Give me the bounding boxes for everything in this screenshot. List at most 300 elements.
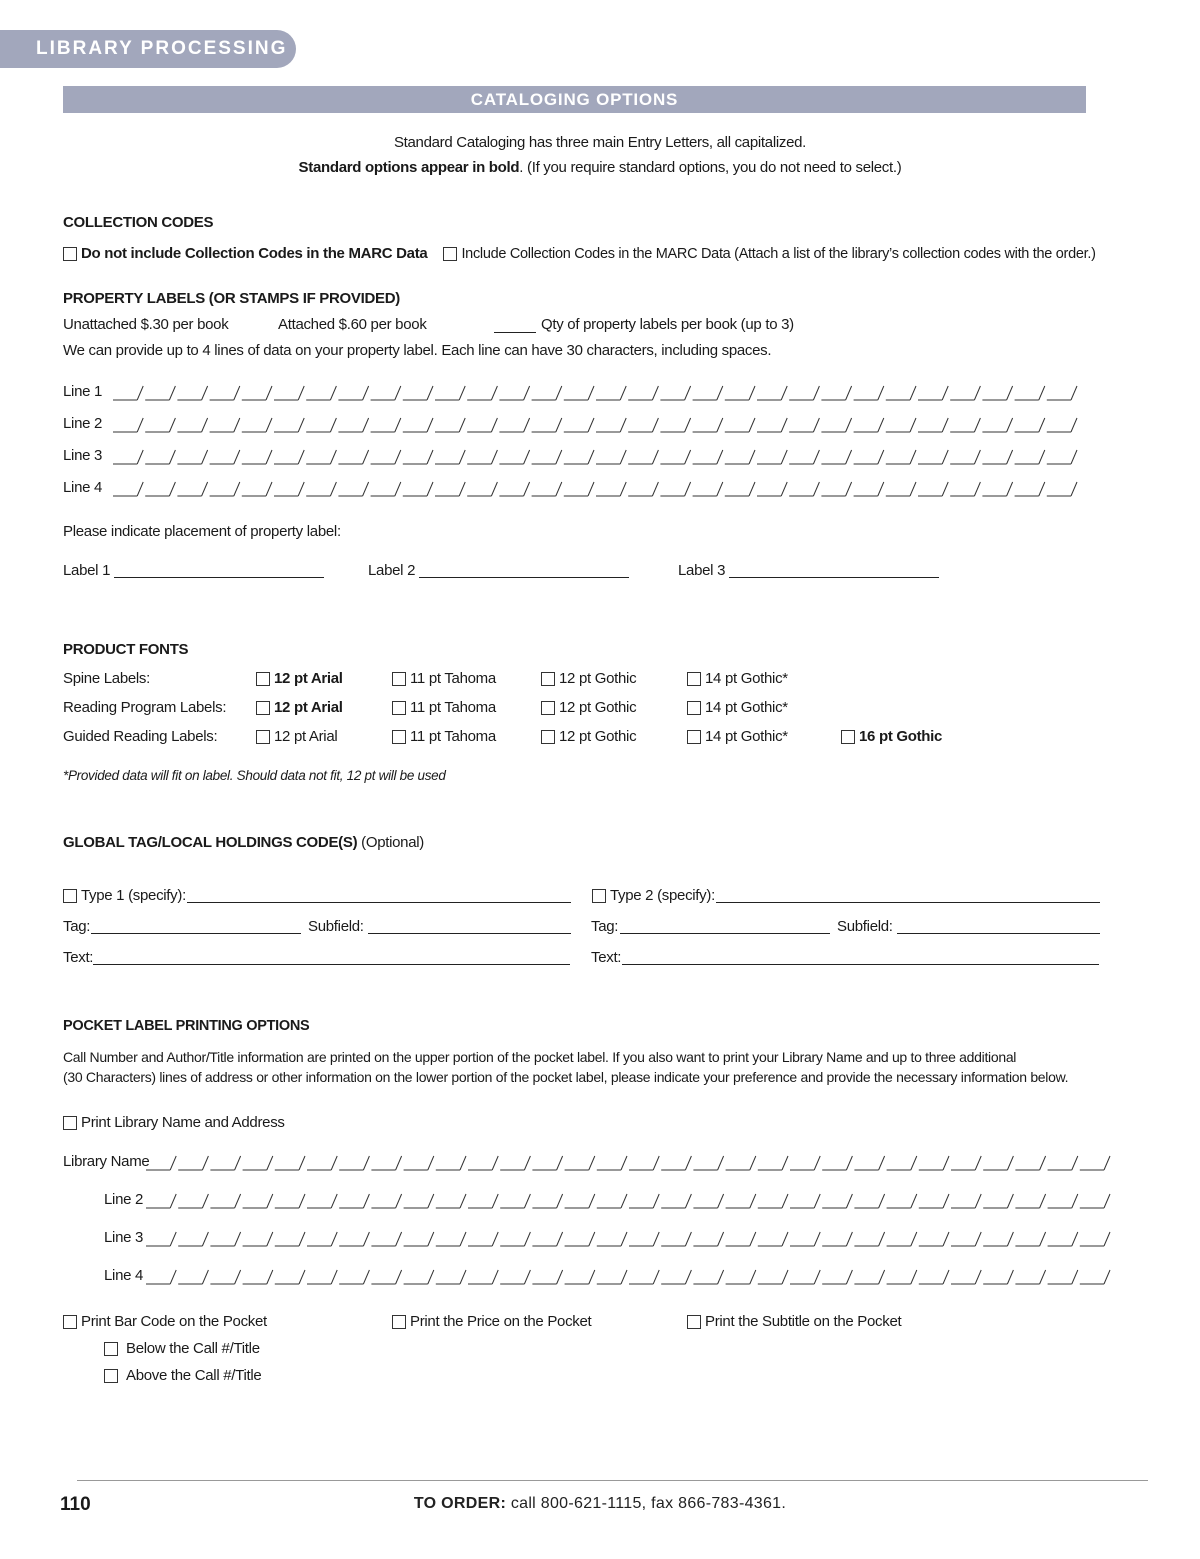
subtitle-option[interactable] bbox=[687, 1313, 901, 1330]
slot-separator bbox=[299, 1156, 305, 1170]
subfield-2-input[interactable] bbox=[897, 933, 1100, 934]
slot-separator bbox=[202, 386, 208, 400]
slot-separator bbox=[685, 482, 691, 496]
slot-separator bbox=[652, 450, 658, 464]
slot-separator bbox=[589, 1156, 595, 1170]
slot-separator bbox=[396, 1194, 402, 1208]
slot-separator bbox=[782, 1232, 788, 1246]
type-1-input[interactable] bbox=[187, 902, 571, 903]
slot-separator bbox=[718, 1232, 724, 1246]
slot-separator bbox=[846, 1232, 852, 1246]
font-option[interactable] bbox=[392, 670, 496, 687]
font-option[interactable] bbox=[256, 728, 337, 745]
subtitle-checkbox[interactable] bbox=[687, 1315, 701, 1329]
slot-separator bbox=[588, 386, 594, 400]
fonts-footnote: *Provided data will fit on label. Should data not fit, 12 pt will be used bbox=[63, 768, 446, 783]
intro-rest: . (If you require standard options, you do not need to select.) bbox=[519, 159, 902, 176]
unattached-price: Unattached $.30 per book bbox=[63, 316, 229, 333]
pocket-line-3-label: Line 3 bbox=[104, 1229, 144, 1246]
slot-separator bbox=[460, 1270, 466, 1284]
pocket-desc-2: (30 Characters) lines of address or other information on the lower portion of the pocket label, please indicate your preference and provide the necessary information below. bbox=[63, 1069, 1069, 1085]
slot-separator bbox=[814, 1232, 820, 1246]
reading-program-labels-label: Reading Program Labels: bbox=[63, 699, 227, 716]
font-option[interactable] bbox=[687, 728, 788, 745]
font-option[interactable] bbox=[687, 670, 788, 687]
slot-separator bbox=[556, 418, 562, 432]
slot-separator bbox=[846, 1156, 852, 1170]
font-option[interactable] bbox=[256, 670, 343, 687]
slot-separator bbox=[813, 418, 819, 432]
slot-separator bbox=[524, 450, 530, 464]
slot-separator bbox=[1104, 1156, 1110, 1170]
slot-separator bbox=[879, 1270, 885, 1284]
pocket-line-4-label: Line 4 bbox=[104, 1267, 144, 1284]
collection-codes-row bbox=[63, 245, 1096, 262]
slot-separator bbox=[653, 1156, 659, 1170]
print-library-name-checkbox[interactable] bbox=[63, 1116, 77, 1130]
slot-separator bbox=[1007, 1194, 1013, 1208]
global-tag-heading bbox=[63, 834, 424, 851]
slot-separator bbox=[427, 418, 433, 432]
placement-label-1-input[interactable] bbox=[114, 577, 324, 578]
slot-separator bbox=[299, 1232, 305, 1246]
slot-separator bbox=[331, 1194, 337, 1208]
slot-separator bbox=[878, 450, 884, 464]
font-option-label: 14 pt Gothic* bbox=[705, 699, 788, 716]
slot-separator bbox=[782, 1270, 788, 1284]
slot-separator bbox=[621, 1156, 627, 1170]
slot-separator bbox=[589, 1194, 595, 1208]
slot-separator bbox=[974, 386, 980, 400]
slot-separator bbox=[491, 418, 497, 432]
slot-separator bbox=[620, 450, 626, 464]
slot-separator bbox=[298, 418, 304, 432]
collection-codes-heading: COLLECTION CODES bbox=[63, 214, 214, 231]
above-call-checkbox[interactable] bbox=[104, 1369, 118, 1383]
slot-separator bbox=[202, 1232, 208, 1246]
slot-separator bbox=[589, 1270, 595, 1284]
slot-separator bbox=[1104, 1270, 1110, 1284]
slot-separator bbox=[1071, 418, 1077, 432]
order-label: TO ORDER: bbox=[413, 1495, 507, 1512]
font-option-label: 14 pt Gothic* bbox=[705, 670, 788, 687]
slot-separator bbox=[1072, 1194, 1078, 1208]
slot-separator bbox=[395, 450, 401, 464]
tag-1-input[interactable] bbox=[91, 933, 301, 934]
collection-codes-include-label: Include Collection Codes in the MARC Data (Attach a list of the library’s collection codes with the order.) bbox=[461, 245, 1096, 262]
below-call-checkbox[interactable] bbox=[104, 1342, 118, 1356]
type-2-label: Type 2 (specify): bbox=[610, 887, 715, 904]
slot-separator bbox=[428, 1194, 434, 1208]
slot-separator bbox=[202, 482, 208, 496]
checkbox[interactable] bbox=[687, 672, 701, 686]
slot-separator bbox=[652, 482, 658, 496]
slot-separator bbox=[620, 386, 626, 400]
slot-separator bbox=[363, 1232, 369, 1246]
above-call-option[interactable] bbox=[104, 1367, 261, 1384]
product-fonts-heading: PRODUCT FONTS bbox=[63, 641, 189, 658]
slot-separator bbox=[331, 1232, 337, 1246]
font-option-label: 12 pt Arial bbox=[274, 699, 343, 716]
slot-separator bbox=[363, 1194, 369, 1208]
slot-separator bbox=[749, 386, 755, 400]
font-option[interactable] bbox=[256, 699, 343, 716]
slot-separator bbox=[557, 1156, 563, 1170]
font-option-label: 12 pt Gothic bbox=[559, 728, 637, 745]
slot-separator bbox=[1071, 482, 1077, 496]
slot-separator bbox=[330, 450, 336, 464]
slot-separator bbox=[169, 418, 175, 432]
slot-separator bbox=[235, 1156, 241, 1170]
slot-separator bbox=[331, 1270, 337, 1284]
prop-line-1-label: Line 1 bbox=[63, 383, 103, 400]
slot-separator bbox=[975, 1232, 981, 1246]
slot-separator bbox=[1072, 1232, 1078, 1246]
slot-separator bbox=[1039, 450, 1045, 464]
text-1-input[interactable] bbox=[93, 964, 570, 965]
slot-separator bbox=[1071, 386, 1077, 400]
slot-separator bbox=[620, 418, 626, 432]
tag-1-label: Tag: bbox=[63, 918, 91, 935]
slot-separator bbox=[750, 1156, 756, 1170]
slot-separator bbox=[524, 1270, 530, 1284]
slot-separator bbox=[717, 450, 723, 464]
slot-separator bbox=[846, 482, 852, 496]
slot-separator bbox=[266, 482, 272, 496]
spine-labels-label: Spine Labels: bbox=[63, 670, 151, 687]
slot-separator bbox=[267, 1156, 273, 1170]
pocket-label-char-slots[interactable] bbox=[146, 1153, 1114, 1293]
slot-separator bbox=[427, 450, 433, 464]
collection-codes-exclude-checkbox[interactable] bbox=[63, 247, 77, 261]
slot-separator bbox=[942, 450, 948, 464]
checkbox[interactable] bbox=[687, 730, 701, 744]
slot-separator bbox=[267, 1194, 273, 1208]
slot-separator bbox=[331, 1156, 337, 1170]
tag-2-label: Tag: bbox=[591, 918, 619, 935]
slot-separator bbox=[685, 418, 691, 432]
prop-line-4-label: Line 4 bbox=[63, 479, 103, 496]
placement-label-2-input[interactable] bbox=[419, 577, 629, 578]
slot-separator bbox=[1104, 1232, 1110, 1246]
slot-separator bbox=[169, 482, 175, 496]
slot-separator bbox=[1007, 482, 1013, 496]
checkbox[interactable] bbox=[392, 730, 406, 744]
slot-separator bbox=[846, 450, 852, 464]
slot-separator bbox=[557, 1232, 563, 1246]
slot-separator bbox=[202, 450, 208, 464]
slot-separator bbox=[911, 1232, 917, 1246]
slot-separator bbox=[524, 386, 530, 400]
pocket-desc-1: Call Number and Author/Title information are printed on the upper portion of the pocket label. If you also want to print your Library Name and up to three additional bbox=[63, 1049, 1017, 1065]
slot-separator bbox=[781, 482, 787, 496]
slot-separator bbox=[879, 1232, 885, 1246]
order-contact: call 800-621-1115, fax 866-783-4361. bbox=[506, 1495, 787, 1512]
slot-separator bbox=[1040, 1156, 1046, 1170]
placement-label-2: Label 2 bbox=[368, 562, 416, 579]
slot-separator bbox=[910, 450, 916, 464]
font-option[interactable] bbox=[392, 728, 496, 745]
slot-separator bbox=[749, 450, 755, 464]
slot-separator bbox=[781, 386, 787, 400]
slot-separator bbox=[718, 1194, 724, 1208]
checkbox[interactable] bbox=[541, 730, 555, 744]
property-labels-heading: PROPERTY LABELS (OR STAMPS IF PROVIDED) bbox=[63, 290, 400, 307]
checkbox[interactable] bbox=[841, 730, 855, 744]
subfield-1-label: Subfield: bbox=[308, 918, 364, 935]
slot-separator bbox=[363, 1156, 369, 1170]
intro-line-1: Standard Cataloging has three main Entry Letters, all capitalized. bbox=[393, 134, 807, 151]
checkbox[interactable] bbox=[256, 701, 270, 715]
slot-separator bbox=[428, 1156, 434, 1170]
subfield-1-input[interactable] bbox=[368, 933, 571, 934]
slot-separator bbox=[846, 1270, 852, 1284]
type-1-checkbox[interactable] bbox=[63, 889, 77, 903]
font-option[interactable] bbox=[541, 670, 636, 687]
slot-separator bbox=[652, 386, 658, 400]
slot-separator bbox=[943, 1270, 949, 1284]
slot-separator bbox=[911, 1270, 917, 1284]
type-2-checkbox[interactable] bbox=[592, 889, 606, 903]
font-option[interactable] bbox=[541, 728, 636, 745]
font-option-label: 12 pt Arial bbox=[274, 728, 338, 745]
checkbox[interactable] bbox=[392, 701, 406, 715]
slot-separator bbox=[267, 1270, 273, 1284]
slot-separator bbox=[235, 1194, 241, 1208]
footer-divider bbox=[77, 1480, 1148, 1481]
slot-separator bbox=[557, 1270, 563, 1284]
slot-separator bbox=[170, 1270, 176, 1284]
slot-separator bbox=[395, 482, 401, 496]
slot-separator bbox=[330, 418, 336, 432]
slot-separator bbox=[943, 1194, 949, 1208]
slot-separator bbox=[524, 1156, 530, 1170]
checkbox[interactable] bbox=[541, 672, 555, 686]
slot-separator bbox=[202, 418, 208, 432]
slot-separator bbox=[396, 1270, 402, 1284]
slot-separator bbox=[299, 1194, 305, 1208]
slot-separator bbox=[846, 1194, 852, 1208]
slot-separator bbox=[137, 450, 143, 464]
slot-separator bbox=[460, 1194, 466, 1208]
price-label: Print the Price on the Pocket bbox=[410, 1313, 592, 1330]
type-1-option[interactable] bbox=[63, 887, 186, 904]
font-option-label: 11 pt Tahoma bbox=[410, 699, 496, 716]
slot-separator bbox=[137, 386, 143, 400]
slot-separator bbox=[491, 386, 497, 400]
slot-separator bbox=[298, 482, 304, 496]
slot-separator bbox=[492, 1156, 498, 1170]
print-library-name-label: Print Library Name and Address bbox=[81, 1114, 285, 1131]
slot-separator bbox=[975, 1270, 981, 1284]
slot-separator bbox=[234, 418, 240, 432]
bar-code-label: Print Bar Code on the Pocket bbox=[81, 1313, 267, 1330]
slot-separator bbox=[814, 1156, 820, 1170]
font-option[interactable] bbox=[541, 699, 636, 716]
slot-separator bbox=[1072, 1270, 1078, 1284]
slot-separator bbox=[717, 386, 723, 400]
bar-code-checkbox[interactable] bbox=[63, 1315, 77, 1329]
slot-separator bbox=[459, 482, 465, 496]
text-2-input[interactable] bbox=[622, 964, 1099, 965]
below-call-label: Below the Call #/Title bbox=[126, 1340, 260, 1357]
slot-separator bbox=[1040, 1232, 1046, 1246]
below-call-option[interactable] bbox=[104, 1340, 260, 1357]
slot-separator bbox=[974, 450, 980, 464]
slot-separator bbox=[782, 1194, 788, 1208]
checkbox[interactable] bbox=[541, 701, 555, 715]
slot-separator bbox=[942, 482, 948, 496]
slot-separator bbox=[459, 450, 465, 464]
slot-separator bbox=[588, 450, 594, 464]
slot-separator bbox=[170, 1194, 176, 1208]
checkbox[interactable] bbox=[256, 672, 270, 686]
slot-separator bbox=[1039, 418, 1045, 432]
slot-separator bbox=[749, 418, 755, 432]
qty-input[interactable] bbox=[494, 332, 536, 333]
pocket-label-heading: POCKET LABEL PRINTING OPTIONS bbox=[63, 1018, 310, 1034]
slot-separator bbox=[459, 418, 465, 432]
slot-separator bbox=[652, 418, 658, 432]
page-number: 110 bbox=[60, 1494, 91, 1515]
tag-2-input[interactable] bbox=[620, 933, 830, 934]
checkbox[interactable] bbox=[687, 701, 701, 715]
slot-separator bbox=[363, 450, 369, 464]
slot-separator bbox=[137, 418, 143, 432]
type-2-option[interactable] bbox=[592, 887, 715, 904]
property-label-char-slots[interactable] bbox=[113, 383, 1081, 503]
slot-separator bbox=[395, 418, 401, 432]
slot-separator bbox=[524, 482, 530, 496]
slot-separator bbox=[492, 1270, 498, 1284]
slot-separator bbox=[813, 450, 819, 464]
subtitle-label: Print the Subtitle on the Pocket bbox=[705, 1313, 902, 1330]
slot-separator bbox=[1007, 418, 1013, 432]
slot-separator bbox=[169, 386, 175, 400]
font-option[interactable] bbox=[687, 699, 788, 716]
slot-separator bbox=[910, 386, 916, 400]
slot-separator bbox=[814, 1194, 820, 1208]
slot-separator bbox=[813, 386, 819, 400]
slot-separator bbox=[1040, 1270, 1046, 1284]
font-option-label: 11 pt Tahoma bbox=[410, 670, 496, 687]
placement-label-3-input[interactable] bbox=[729, 577, 939, 578]
slot-separator bbox=[491, 450, 497, 464]
order-info bbox=[0, 1495, 1200, 1513]
slot-separator bbox=[588, 482, 594, 496]
slot-separator bbox=[169, 450, 175, 464]
slot-separator bbox=[234, 450, 240, 464]
slot-separator bbox=[491, 482, 497, 496]
placement-label-3: Label 3 bbox=[678, 562, 726, 579]
slot-separator bbox=[524, 418, 530, 432]
font-option-label: 16 pt Gothic bbox=[859, 728, 943, 745]
slot-separator bbox=[460, 1232, 466, 1246]
slot-separator bbox=[717, 418, 723, 432]
slot-separator bbox=[492, 1194, 498, 1208]
slot-separator bbox=[170, 1156, 176, 1170]
slot-separator bbox=[557, 1194, 563, 1208]
slot-separator bbox=[427, 482, 433, 496]
slot-separator bbox=[685, 1156, 691, 1170]
print-library-name-option[interactable] bbox=[63, 1114, 285, 1131]
slot-separator bbox=[1007, 1232, 1013, 1246]
font-option-label: 12 pt Arial bbox=[274, 670, 343, 687]
type-2-input[interactable] bbox=[716, 902, 1100, 903]
slot-separator bbox=[653, 1232, 659, 1246]
slot-separator bbox=[749, 482, 755, 496]
slot-separator bbox=[910, 418, 916, 432]
slot-separator bbox=[621, 1232, 627, 1246]
slot-separator bbox=[266, 450, 272, 464]
subfield-2-label: Subfield: bbox=[837, 918, 893, 935]
slot-separator bbox=[653, 1270, 659, 1284]
text-1-label: Text: bbox=[63, 949, 94, 966]
slot-separator bbox=[879, 1194, 885, 1208]
slot-separator bbox=[589, 1232, 595, 1246]
slot-separator bbox=[524, 1232, 530, 1246]
slot-separator bbox=[588, 418, 594, 432]
slot-separator bbox=[235, 1270, 241, 1284]
slot-separator bbox=[363, 1270, 369, 1284]
checkbox[interactable] bbox=[256, 730, 270, 744]
checkbox[interactable] bbox=[392, 672, 406, 686]
placement-prompt: Please indicate placement of property label: bbox=[63, 523, 341, 540]
slot-separator bbox=[1104, 1194, 1110, 1208]
slot-separator bbox=[685, 450, 691, 464]
slot-separator bbox=[330, 482, 336, 496]
collection-codes-include-checkbox[interactable] bbox=[443, 247, 457, 261]
font-option[interactable] bbox=[841, 728, 942, 745]
slot-separator bbox=[943, 1156, 949, 1170]
library-name-label: Library Name bbox=[63, 1153, 150, 1170]
price-checkbox[interactable] bbox=[392, 1315, 406, 1329]
prop-line-2-label: Line 2 bbox=[63, 415, 103, 432]
font-option-label: 12 pt Gothic bbox=[559, 699, 637, 716]
slot-separator bbox=[846, 386, 852, 400]
slot-separator bbox=[363, 418, 369, 432]
slot-separator bbox=[911, 1156, 917, 1170]
bar-code-option[interactable] bbox=[63, 1313, 267, 1330]
global-tag-heading-bold: GLOBAL TAG/LOCAL HOLDINGS CODE(S) bbox=[63, 834, 358, 851]
slot-separator bbox=[813, 482, 819, 496]
slot-separator bbox=[975, 1156, 981, 1170]
slot-separator bbox=[1007, 1270, 1013, 1284]
slot-separator bbox=[781, 450, 787, 464]
slot-separator bbox=[363, 482, 369, 496]
slot-separator bbox=[718, 1270, 724, 1284]
slot-separator bbox=[266, 418, 272, 432]
slot-separator bbox=[396, 1156, 402, 1170]
above-call-label: Above the Call #/Title bbox=[126, 1367, 262, 1384]
slot-separator bbox=[170, 1232, 176, 1246]
section-tab: LIBRARY PROCESSING bbox=[0, 30, 296, 68]
price-option[interactable] bbox=[392, 1313, 591, 1330]
global-tag-heading-optional: (Optional) bbox=[357, 834, 424, 851]
slot-separator bbox=[267, 1232, 273, 1246]
slot-separator bbox=[943, 1232, 949, 1246]
slot-separator bbox=[685, 1270, 691, 1284]
slot-separator bbox=[878, 386, 884, 400]
font-option[interactable] bbox=[392, 699, 496, 716]
slot-separator bbox=[556, 450, 562, 464]
section-banner: CATALOGING OPTIONS bbox=[63, 86, 1086, 113]
font-option-label: 14 pt Gothic* bbox=[705, 728, 788, 745]
slot-separator bbox=[621, 1270, 627, 1284]
slot-separator bbox=[717, 482, 723, 496]
slot-separator bbox=[428, 1232, 434, 1246]
slot-separator bbox=[942, 386, 948, 400]
